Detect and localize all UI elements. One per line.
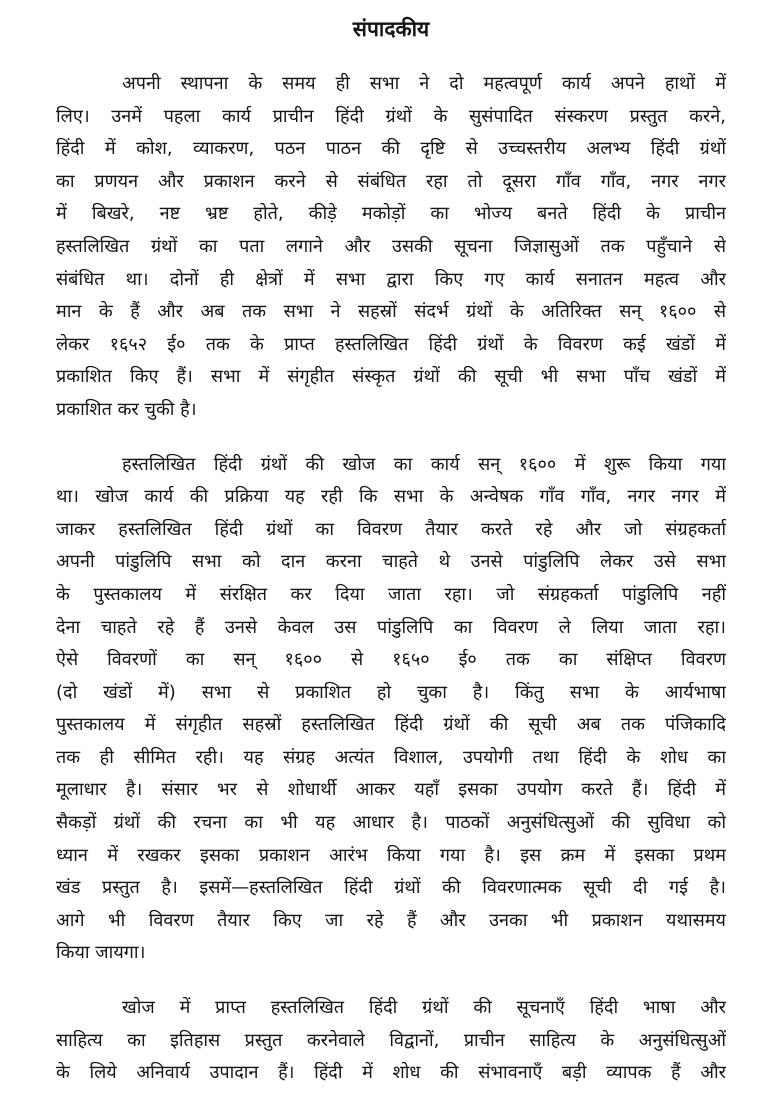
text-line: मान के हैं और अब तक सभा ने सहस्रों संदर्भ ग्रंथों के अतिरिक्त सन् १६०० से [56, 301, 726, 323]
text-line: लेकर १६५२ ई० तक के प्राप्त हस्तलिखित हिंदी ग्रंथों के विवरण कई खंडों में [56, 333, 726, 355]
paragraph-2 [56, 449, 726, 971]
text-line: अपनी पांडुलिपि सभा को दान करना चाहते थे उनसे पांडुलिपि लेकर उसे सभा [56, 551, 726, 573]
text-line: ध्यान में रखकर इसका प्रकाशन आरंभ किया गया है। इस क्रम में इसका प्रथम [56, 844, 726, 866]
text-line: प्रकाशित कर चुकी है। [56, 398, 197, 420]
text-line: खोज में प्राप्त हस्तलिखित हिंदी ग्रंथों की सूचनाएँ हिंदी भाषा और [122, 997, 726, 1019]
text-line: साहित्य का इतिहास प्रस्तुत करनेवाले विद्वानों, प्राचीन साहित्य के अनुसंधित्सुओं [56, 1029, 726, 1051]
paragraph-3 [56, 992, 726, 1090]
text-line: लिए। उनमें पहला कार्य प्राचीन हिंदी ग्रंथों के सुसंपादित संस्करण प्रस्तुत करने, [56, 105, 726, 127]
text-line: किया जायगा। [56, 942, 146, 964]
text-line: ऐसे विवरणों का सन् १६०० से १६५० ई० तक का संक्षिप्त विवरण [56, 649, 726, 671]
text-line: खंड प्रस्तुत है। इसमें—हस्तलिखित हिंदी ग्रंथों की विवरणात्मक सूची दी गई है। [56, 877, 726, 899]
text-line: के लिये अनिवार्य उपादान हैं। हिंदी में शोध की संभावनाएँ बड़ी व्यापक हैं और [56, 1062, 726, 1084]
text-line: था। खोज कार्य की प्रक्रिया यह रही कि सभा के अन्वेषक गाँव गाँव, नगर नगर में [56, 486, 726, 508]
paragraph-spacer [56, 970, 726, 992]
text-line: अपनी स्थापना के समय ही सभा ने दो महत्वपूर्ण कार्य अपने हाथों में [122, 73, 726, 94]
text-line: जाकर हस्तलिखित हिंदी ग्रंथों का विवरण तैयार करते रहे और जो संग्रहकर्ता [56, 518, 726, 540]
text-line: (दो खंडों में) सभा से प्रकाशित हो चुका है। किंतु सभा के आर्यभाषा [56, 681, 726, 703]
paragraph-spacer [56, 427, 726, 449]
text-line: तक ही सीमित रही। यह संग्रह अत्यंत विशाल, उपयोगी तथा हिंदी के शोध का [56, 746, 726, 768]
text-line: आगे भी विवरण तैयार किए जा रहे हैं और उनका भी प्रकाशन यथासमय [56, 909, 726, 931]
text-line: संबंधित था। दोनों ही क्षेत्रों में सभा द्वारा किए गए कार्य सनातन महत्व और [56, 268, 726, 290]
text-line: हिंदी में कोश, व्याकरण, पठन पाठन की दृष्टि से उच्चस्तरीय अलभ्य हिंदी ग्रंथों [56, 138, 726, 160]
paragraph-1 [56, 68, 726, 427]
text-line: सैकड़ों ग्रंथों की रचना का भी यह आधार है। पाठकों अनुसंधित्सुओं की सुविधा को [56, 812, 726, 834]
text-line: प्रकाशित किए हैं। सभा में संगृहीत संस्कृत ग्रंथों की सूची भी सभा पाँच खंडों में [56, 366, 726, 388]
text-line: के पुस्तकालय में संरक्षित कर दिया जाता रहा। जो संग्रहकर्ता पांडुलिपि नहीं [56, 583, 726, 605]
text-line: हस्तलिखित हिंदी ग्रंथों की खोज का कार्य सन् १६०० में शुरू किया गया [122, 453, 726, 475]
text-line: में बिखरे, नष्ट भ्रष्ट होते, कीड़े मकोड़ों का भोज्य बनते हिंदी के प्राचीन [56, 203, 726, 225]
text-line: मूलाधार है। संसार भर से शोधार्थी आकर यहाँ इसका उपयोग करते हैं। हिंदी में [56, 779, 726, 801]
text-line: का प्रणयन और प्रकाशन करने से संबंधित रहा तो दूसरा गाँव गाँव, नगर नगर [56, 170, 726, 192]
text-line: देना चाहते रहे हैं उनसे केवल उस पांडुलिपि का विवरण ले लिया जाता रहा। [56, 616, 726, 638]
text-line: पुस्तकालय में संगृहीत सहस्रों हस्तलिखित हिंदी ग्रंथों की सूची अब तक पंजिकादि [56, 714, 726, 736]
text-line: हस्तलिखित ग्रंथों का पता लगाने और उसकी सूचना जिज्ञासुओं तक पहुँचाने से [56, 235, 726, 257]
page-title: संपादकीय [352, 17, 430, 41]
